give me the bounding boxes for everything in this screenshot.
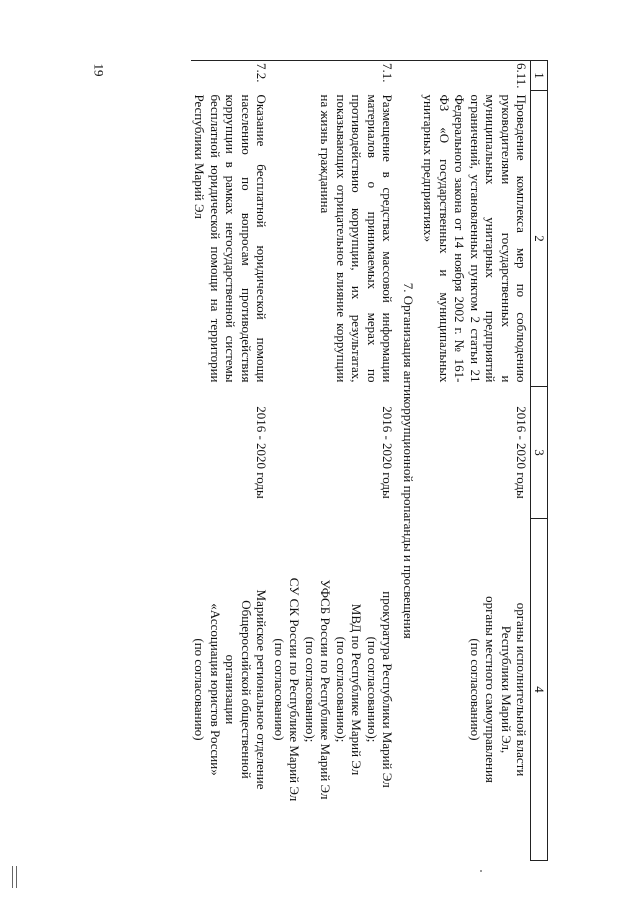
row-period: 2016 - 2020 годы: [514, 406, 530, 499]
responsible-line: органы исполнительной власти: [514, 602, 530, 777]
row-responsible: [420, 519, 531, 861]
row-period: 2016 - 2020 годы: [380, 406, 396, 499]
column-header-1: 1: [531, 61, 548, 91]
responsible-line: (по согласованию);: [303, 636, 318, 743]
responsible-line: органы местного самоуправления: [483, 596, 499, 783]
responsible-line: Общероссийской общественной: [239, 600, 254, 779]
table-header-row: [531, 61, 548, 861]
row-number: 7.1.: [271, 61, 397, 91]
plan-table: [191, 60, 548, 861]
row-number: 7.2.: [191, 61, 271, 91]
row-description: Проведение комплекса мер по соблюдению руководителями государственных и муниципальных унитарных предприятий ограничений, установленных пунктом 2 статьи 21 Федерального закона от 14 ноября 2002 г. № 161-ФЗ «О государственных и муниципальных унитарных предприятиях»: [421, 94, 530, 383]
table-row: [191, 61, 271, 861]
responsible-line: (по согласованию);: [365, 636, 380, 743]
responsible-line: организации: [223, 654, 239, 725]
table-row: [420, 61, 531, 861]
table-row: [271, 61, 397, 861]
row-period: 2016 - 2020 годы: [254, 406, 270, 499]
column-header-2: 2: [531, 91, 548, 387]
section-title: 7. Организация антикоррупционной пропаганды и просвещения: [397, 61, 421, 861]
responsible-line: Республики Марий Эл,: [499, 625, 514, 754]
rotated-page-content: [128, 60, 548, 860]
row-responsible: [191, 519, 271, 861]
page-number: 19: [91, 63, 107, 77]
responsible-line: (по согласованию);: [334, 636, 349, 743]
responsible-line: СУ СК России по Республике Марий Эл: [287, 577, 303, 802]
responsible-line: (по согласованию): [468, 638, 483, 741]
section-row: [397, 61, 421, 861]
responsible-line: Марийское региональное отделение: [254, 589, 270, 790]
responsible-line: «Ассоциация юристов России»: [208, 603, 223, 776]
responsible-line: МВД по Республике Марий Эл: [349, 603, 365, 776]
row-description: Оказание бесплатной юридической помощи населению по вопросам противодействия коррупции в рамках негосударственной системы бесплатной юридической помощи на территории Республики Марий Эл: [192, 94, 270, 383]
responsible-line: (по согласованию): [272, 638, 287, 741]
responsible-line: прокуратура Республики Марий Эл: [380, 591, 396, 788]
row-number: 6.11.: [420, 61, 531, 91]
column-header-3: 3: [531, 387, 548, 519]
responsible-line: (по согласованию): [192, 638, 208, 741]
scan-dot: [480, 870, 482, 872]
responsible-line: УФСБ России по Республике Марий Эл: [318, 579, 334, 800]
scan-edge-mark: [12, 866, 13, 888]
row-responsible: [271, 519, 397, 861]
scan-edge-mark: [16, 866, 17, 888]
row-description: Размещение в средствах массовой информации материалов о принимаемых мерах по противодействию коррупции, их результатах, показывающих отрицательное влияние коррупции на жизнь гражданина: [318, 94, 396, 383]
column-header-4: 4: [531, 519, 548, 861]
